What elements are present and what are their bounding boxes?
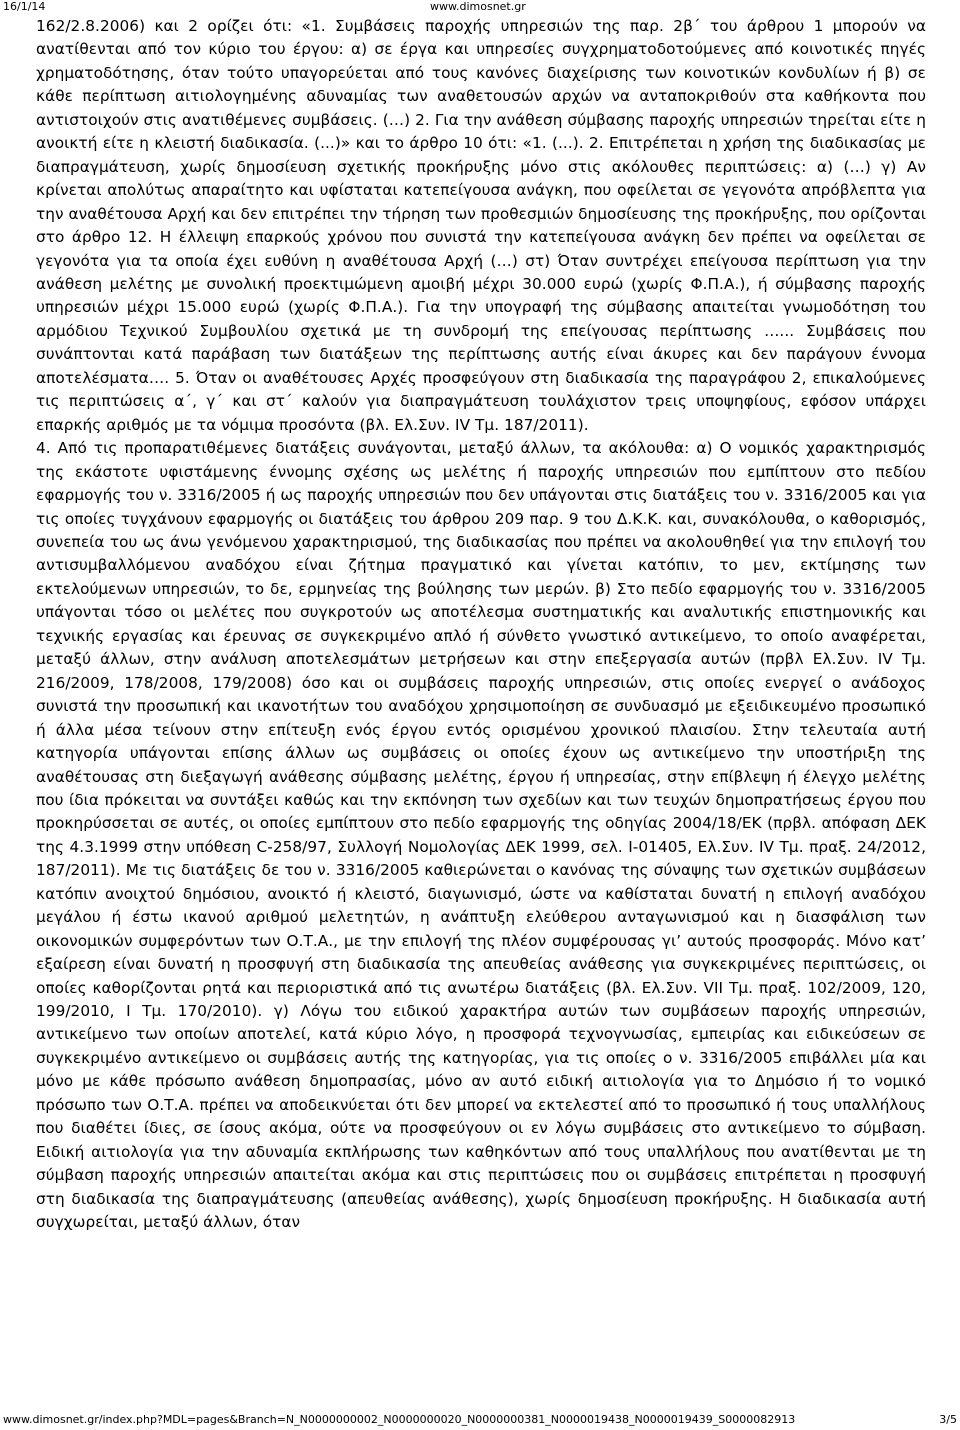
print-footer bbox=[0, 1413, 960, 1427]
page-number: 3/5 bbox=[939, 1413, 957, 1426]
print-date: 16/1/14 bbox=[3, 0, 46, 13]
document-body bbox=[36, 15, 926, 1235]
document-paragraph: 4. Από τις προπαρατιθέμενες διατάξεις συνάγονται, μεταξύ άλλων, τα ακόλουθα: α) Ο νομικός χαρακτηρισμός της εκάστοτε υφιστάμενης έννομης σχέσης ως μελέτης ή παροχής υπηρεσιών που εμπίπτουν στο πεδίου εφαρμογής του ν. 3316/2005 ή ως παροχής υπηρεσιών που δεν υπάγονται στις διατάξεις του ν. 3316/2005 και για τις οποίες τυγχάνουν εφαρμογής οι διατάξεις του άρθρου 209 παρ. 9 του Δ.Κ.Κ. και, συνακόλουθα, ο καθορισμός, συνεπεία του ως άνω γενόμενου χαρακτηρισμού, της διαδικασίας που πρέπει να ακολουθηθεί για την επιλογή του αντισυμβαλλόμενου αναδόχου είναι ζήτημα πραγματικό και γίνεται κατόπιν, το μεν, εκτίμησης των εκτελούμενων υπηρεσιών, το δε, ερμηνείας της βούλησης των μερών. β) Στο πεδίο εφαρμογής του ν. 3316/2005 υπάγονται τόσο οι μελέτες που συγκροτούν ως αποτέλεσμα συστηματικής και αναλυτικής επιστημονικής και τεχνικής εργασίας και έρευνας σε συγκεκριμένο απλό ή σύνθετο γνωστικό αντικείμενο, το οποίο αναφέρεται, μεταξύ άλλων, στην ανάλυση αποτελεσμάτων μετρήσεων και στην επεξεργασία αυτών (πρβλ Ελ.Συν. IV Τμ. 216/2009, 178/2008, 179/2008) όσο και οι συμβάσεις παροχής υπηρεσιών, στις οποίες ενεργεί ο ανάδοχος συνιστά την προσωπική και ικανοτήτων του αναδόχου χρησιμοποίηση σε συνδυασμό με εξειδικευμένο προσωπικό ή άλλα μέσα τείνουν στην επίτευξη ενός έργου εντός ορισμένου χρονικού πλαισίου. Στην τελευταία αυτή κατηγορία υπάγονται επίσης άλλων ως συμβάσεις οι οποίες έχουν ως αντικείμενο την υποστήριξη της αναθέτουσας στη διεξαγωγή ανάθεσης σύμβασης μελέτης, έργου ή υπηρεσίας, στην επίβλεψη ή έλεγχο μελέτης που ίδια πρόκειται να συντάξει καθώς και την εκπόνηση των σχεδίων και των τευχών δημοπρατήσεως έργου που προκηρύσσεται σε αυτές, οι οποίες εμπίπτουν στο πεδίο εφαρμογής της οδηγίας 2004/18/ΕΚ (πρβλ. απόφαση ΔΕΚ της 4.3.1999 στην υπόθεση C-258/97, Συλλογή Νομολογίας ΔΕΚ 1999, σελ. I-01405, Ελ.Συν. IV Τμ. πραξ. 24/2012, 187/2011). Με τις διατάξεις δε του ν. 3316/2005 καθιερώνεται ο κανόνας της σύναψης των σχετικών συμβάσεων κατόπιν ανοιχτού δημόσιου, ανοικτό ή κλειστό, διαγωνισμό, ώστε να καθίσταται δυνατή η επιλογή αναδόχου μεγάλου ή έστω ικανού αριθμού μελετητών, η ανάπτυξη ελεύθερου ανταγωνισμού και η διασφάλιση των οικονομικών συμφερόντων των Ο.Τ.Α., με την επιλογή της πλέον συμφέρουσας γι’ αυτούς προσφοράς. Μόνο κατ’ εξαίρεση είναι δυνατή η προσφυγή στη διαδικασία της απευθείας ανάθεσης για συγκεκριμένες περιπτώσεις, οι οποίες καθορίζονται ρητά και περιοριστικά από τις ανωτέρω διατάξεις (βλ. Ελ.Συν. VII Τμ. πραξ. 102/2009, 120, 199/2010, I Τμ. 170/2010). γ) Λόγω του ειδικού χαρακτήρα αυτών των συμβάσεων παροχής υπηρεσιών, αντικείμενο των οποίων αποτελεί, κατά κύριο λόγο, η προσφορά τεχνογνωσίας, εμπειρίας και ειδικεύσεων σε συγκεκριμένο αντικείμενο οι συμβάσεις αυτής της κατηγορίας, για τις οποίες ο ν. 3316/2005 επιβάλλει μία και μόνο με κάθε πρόσωπο ανάθεση δημοπρασίας, μόνο αν αυτό ειδική αιτιολογία για το Δημόσιο ή το νομικό πρόσωπο των Ο.Τ.Α. πρέπει να αποδεικνύεται ότι δεν μπορεί να εκτελεστεί από το προσωπικό ή τους υπαλλήλους που διαθέτει ίδιες, σε ίσους ακόμα, ούτε να προσφεύγουν οι εν λόγω συμβάσεις στο αντικείμενο το σύμβαση. Ειδική αιτιολογία για την αδυναμία εκπλήρωσης των καθηκόντων από τους υπαλλήλους που ανατίθενται με τη σύμβαση παροχής υπηρεσιών απαιτείται ακόμα και στις περιπτώσεις που οι συμβάσεις επιτρέπεται η προσφυγή στη διαδικασία της διαπραγμάτευσης (απευθείας ανάθεσης), χωρίς δημοσίευση προκήρυξης. Η διαδικασία αυτή συγχωρείται, μεταξύ άλλων, όταν bbox=[36, 439, 926, 1232]
print-header bbox=[0, 0, 960, 14]
print-site-name: www.dimosnet.gr bbox=[430, 0, 526, 13]
page-url: www.dimosnet.gr/index.php?MDL=pages&Branch=N_N0000000002_N0000000020_N0000000381_N0000019438_N0000019439_S0000082913 bbox=[3, 1413, 796, 1426]
document-paragraph: 162/2.8.2006) και 2 ορίζει ότι: «1. Συμβάσεις παροχής υπηρεσιών της παρ. 2β΄ του άρθρου 1 μπορούν να ανατίθενται από τον κύριο του έργου: α) σε έργα και υπηρεσίες συγχρηματοδοτούμενες από κοινοτικές πηγές χρηματοδότησης, όταν τούτο υπαγορεύεται από τους κανόνες διαχείρισης των κοινοτικών κονδυλίων ή β) σε κάθε περίπτωση αιτιολογημένης αδυναμίας των αναθετουσών αρχών να ανταποκριθούν στα καθήκοντα που αντιστοιχούν στις ανατιθέμενες συμβάσεις. (…) 2. Για την ανάθεση σύμβασης παροχής υπηρεσιών τηρείται είτε η ανοικτή είτε η κλειστή διαδικασία. (...)» και το άρθρο 10 ότι: «1. (...). 2. Επιτρέπεται η χρήση της διαδικασίας με διαπραγμάτευση, χωρίς δημοσίευση σχετικής προκήρυξης μόνο στις ακόλουθες περιπτώσεις: α) (…) γ) Αν κρίνεται απολύτως απαραίτητο και υφίσταται κατεπείγουσα ανάγκη, που οφείλεται σε γεγονότα απρόβλεπτα για την αναθέτουσα Αρχή και δεν επιτρέπει την τήρηση των προθεσμιών δημοσίευσης της προκήρυξης, που ορίζονται στο άρθρο 12. Η έλλειψη επαρκούς χρόνου που συνιστά την κατεπείγουσα ανάγκη δεν πρέπει να οφείλεται σε γεγονότα για τα οποία έχει ευθύνη η αναθέτουσα Αρχή (…) στ) Όταν συντρέχει επείγουσα περίπτωση για την ανάθεση μελέτης με συνολική προεκτιμώμενη αμοιβή μέχρι 30.000 ευρώ (χωρίς Φ.Π.Α.), ή σύμβασης παροχής υπηρεσιών μέχρι 15.000 ευρώ (χωρίς Φ.Π.Α.). Για την υπογραφή της σύμβασης απαιτείται γνωμοδότηση του αρμόδιου Τεχνικού Συμβουλίου σχετικά με τη συνδρομή της επείγουσας περίπτωσης …... Συμβάσεις που συνάπτονται κατά παράβαση των διατάξεων της περίπτωσης αυτής είναι άκυρες και δεν παράγουν έννομα αποτελέσματα…. 5. Όταν οι αναθέτουσες Αρχές προσφεύγουν στη διαδικασία της παραγράφου 2, επικαλούμενες τις περιπτώσεις α΄, γ΄ και στ΄ καλούν για διαπραγμάτευση τουλάχιστον τρεις υποψηφίους, εφόσον υπάρχει επαρκής αριθμός με τα νόμιμα προσόντα (βλ. Ελ.Συν. IV Τμ. 187/2011). bbox=[36, 17, 926, 434]
